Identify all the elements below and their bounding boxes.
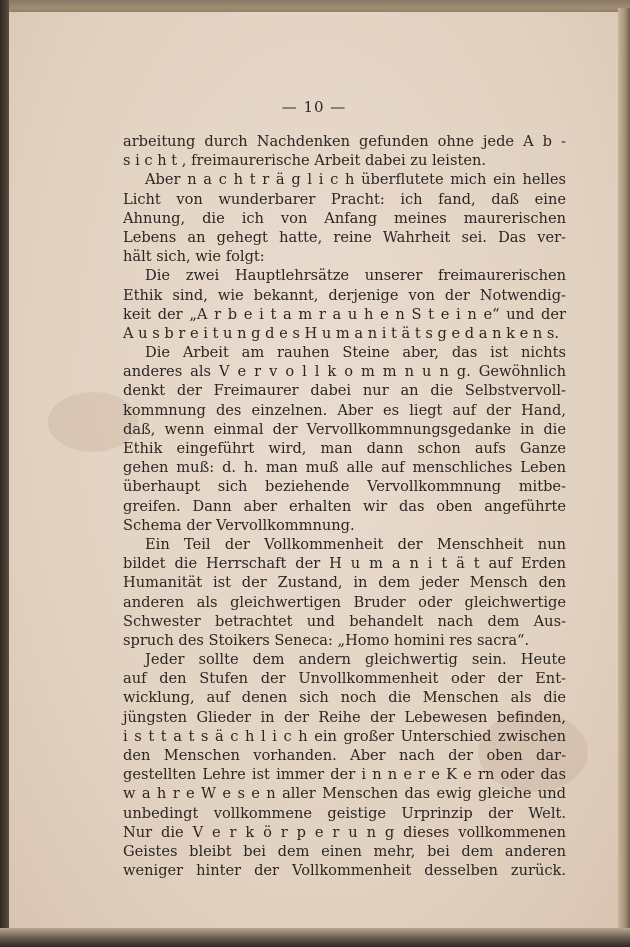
text-line: unbedingt vollkommene geistige Urprinzip der Welt. (123, 804, 566, 822)
text-line: den Menschen vorhanden. Aber nach der oben dar- (123, 747, 566, 764)
binding-shadow (0, 0, 9, 947)
text-line: gestellten Lehre ist immer der i n n e r e K e rn oder das (123, 766, 566, 784)
text-line: Nur die V e r k ö r p e r u n g dieses vollkommenen (123, 823, 566, 841)
text-line: Ethik eingeführt wird, man dann schon aufs Ganze (123, 440, 566, 457)
text-line: überhaupt sich beziehende Vervollkommnung mitbe- (123, 478, 566, 496)
text-line: anderen als gleichwertigen Bruder oder gleichwertige (123, 593, 566, 611)
text-line: s i c h t , freimaurerische Arbeit dabei zu leisten. (123, 152, 486, 170)
text-line: Ahnung, die ich von Anfang meines maurerischen (123, 209, 566, 227)
text-line: Jeder sollte dem andern gleichwertig sein. Heute (145, 651, 566, 669)
text-line: Schwester betrachtet und behandelt nach dem Aus- (123, 612, 566, 630)
page-number: — 10 — (281, 98, 347, 116)
text-line: Ethik sind, wie bekannt, derjenige von der Notwendig- (123, 286, 566, 304)
text-line: spruch des Stoikers Seneca: „Homo homini res sacra“. (123, 631, 530, 649)
text-line: greifen. Dann aber erhalten wir das oben angeführte (123, 497, 566, 515)
text-line: anderes als V e r v o l l k o m m n u n g. Gewöhnlich (123, 363, 566, 381)
scan-bottom-edge (0, 928, 630, 947)
text-line: wicklung, auf denen sich noch die Menschen als die (123, 689, 566, 707)
text-line: Lebens an gehegt hatte, reine Wahrheit sei. Das ver- (123, 228, 566, 246)
text-line: weniger hinter der Vollkommenheit desselben zurück. (123, 862, 566, 880)
body-text (123, 132, 566, 880)
text-line: denkt der Freimaurer dabei nur an die Selbstvervoll- (123, 382, 566, 400)
text-line: jüngsten Glieder in der Reihe der Lebewesen befinden, (123, 708, 566, 726)
text-line: Licht von wunderbarer Pracht: ich fand, daß eine (123, 190, 566, 208)
text-line: w a h r e W e s e n aller Menschen das ewig gleiche und (123, 785, 566, 803)
text-line: Die zwei Hauptlehrsätze unserer freimaurerischen (145, 267, 566, 285)
text-line: auf den Stufen der Unvollkommenheit oder der Ent- (123, 670, 566, 688)
text-line: Die Arbeit am rauhen Steine aber, das ist nichts (145, 344, 566, 362)
text-line: A u s b r e i t u n g d e s H u m a n i t ä t s g e d a n k e n s. (123, 324, 560, 342)
page-stack-edge (618, 8, 630, 938)
book-page (8, 12, 620, 930)
text-line: gehen muß: d. h. man muß alle auf menschliches Leben (123, 459, 566, 477)
text-line: keit der „A r b e i t a m r a u h e n S t e i n e“ und der (123, 305, 566, 323)
text-line: arbeitung durch Nachdenken gefunden ohne jede A b - (123, 133, 566, 150)
text-line: Schema der Vervollkommnung. (123, 516, 355, 534)
text-line: Aber n a c h t r ä g l i c h überflutete mich ein helles (145, 171, 566, 189)
text-line: bildet die Herrschaft der H u m a n i t ä t auf Erden (123, 555, 566, 573)
text-line: kommnung des einzelnen. Aber es liegt auf der Hand, (123, 401, 566, 419)
text-line: Geistes bleibt bei dem einen mehr, bei dem anderen (123, 842, 566, 860)
text-line: Ein Teil der Vollkommenheit der Menschheit nun (145, 535, 566, 553)
text-line: Humanität ist der Zustand, in dem jeder Mensch den (123, 574, 566, 592)
text-line: hält sich, wie folgt: (123, 248, 265, 266)
text-line: i s t t a t s ä c h l i c h ein großer Unterschied zwischen (123, 727, 566, 745)
text-line: daß, wenn einmal der Vervollkommnungsgedanke in die (123, 420, 566, 438)
